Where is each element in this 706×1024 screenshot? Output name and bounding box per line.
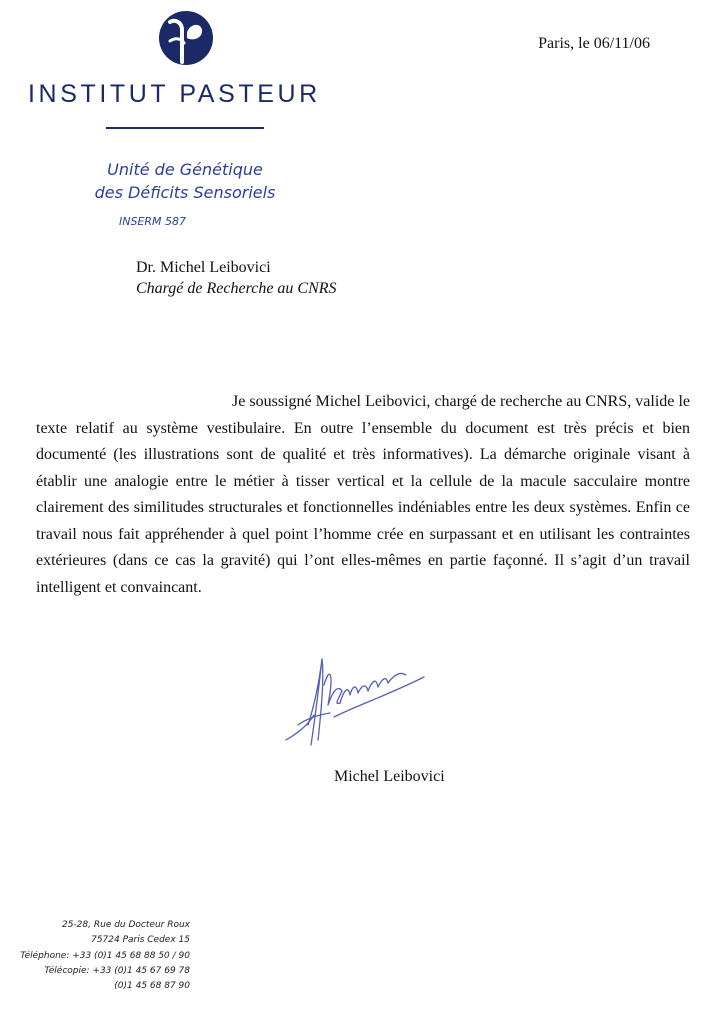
author-title: Chargé de Recherche au CNRS: [136, 280, 337, 297]
address-street: 25-28, Rue du Docteur Roux: [61, 920, 190, 930]
institut-pasteur-logo-icon: [158, 10, 214, 66]
unit-name: [80, 158, 290, 204]
address-city: 75724 Paris Cedex 15: [91, 935, 190, 946]
address-phone: Téléphone: +33 (0)1 45 68 88 50 / 90: [20, 950, 190, 961]
footer-address: [20, 918, 190, 994]
address-fax: Télécopie: +33 (0)1 45 67 69 78: [44, 965, 190, 976]
letter-date: Paris, le 06/11/06: [538, 35, 650, 52]
author-block: [136, 257, 337, 299]
letter-body: Je soussigné Michel Leibovici, chargé de recherche au CNRS, valide le texte relatif au système vestibulaire. En outre l’ensemble du document est très précis et bien documenté (les illustrations sont de qualité et très informatives). La démarche originale visant à établir une analogie entre le métier à tisser vertical et la cellule de la macule sacculaire montre clairement des similitudes structurales et fonctionnelles indéniables entre les deux systèmes. Enfin ce travail nous fait appréhender à quel point l’homme crée en surpassant et en utilisant les contraintes extérieures (dans ce cas la gravité) qui l’ont elles-mêmes en partie façonné. Il s’agit d’un travail intelligent et convaincant.: [36, 393, 690, 596]
address-fax-2: (0)1 45 68 87 90: [114, 981, 190, 992]
handwritten-signature: [278, 645, 428, 755]
institution-name: INSTITUT PASTEUR: [28, 80, 321, 108]
header-divider: [106, 127, 264, 129]
signatory-name: Michel Leibovici: [334, 768, 445, 785]
author-name: Dr. Michel Leibovici: [136, 259, 271, 276]
unit-name-line1: Unité de Génétique: [107, 160, 263, 179]
inserm-code: INSERM 587: [119, 215, 187, 228]
unit-name-line2: des Déficits Sensoriels: [94, 183, 276, 202]
